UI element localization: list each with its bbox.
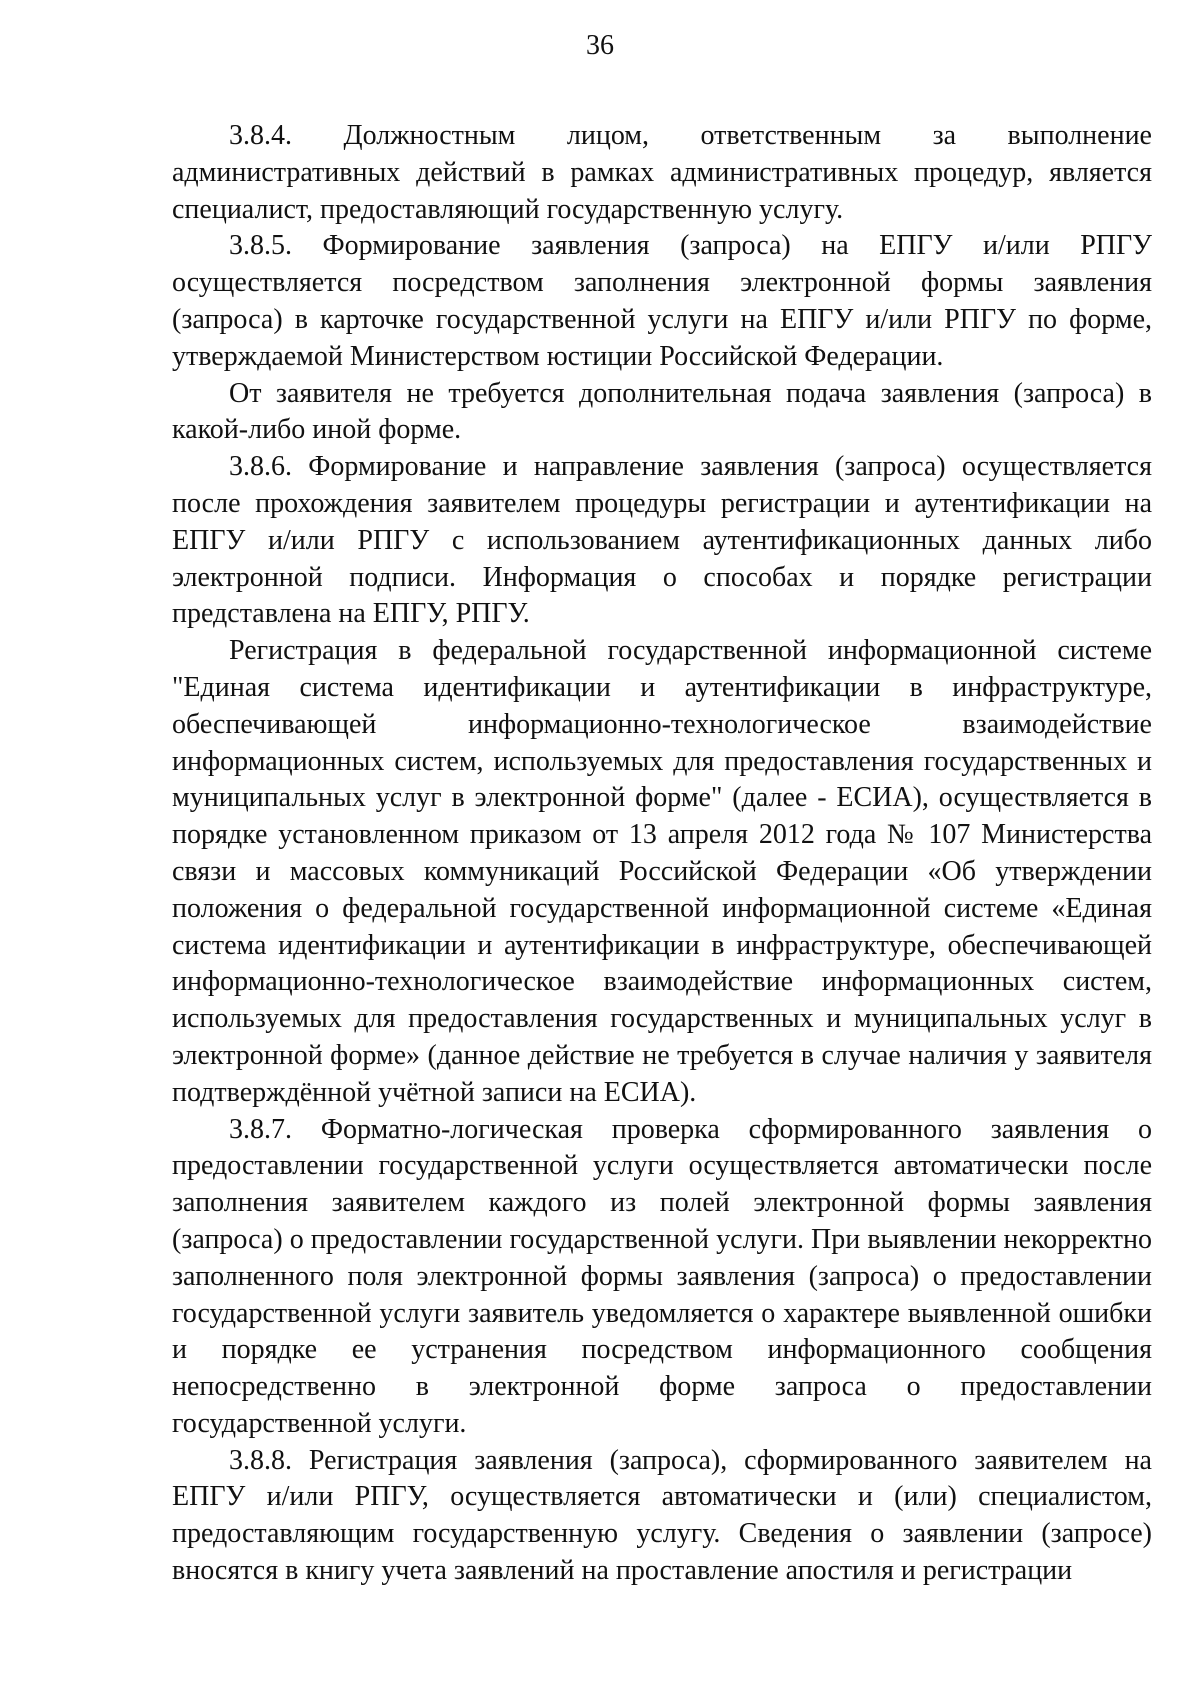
paragraph-3-8-5: 3.8.5. Формирование заявления (запроса) на ЕПГУ и/или РПГУ осуществляется посредством заполнения электронной формы заявления (запроса) в карточке государственной услуги на ЕПГУ и/или РПГУ по форме, утверждаемой Министерством юстиции Российской Федерации. [172, 230, 1152, 372]
page-number: 36 [586, 30, 614, 61]
paragraph-no-other-form: От заявителя не требуется дополнительная подача заявления (запроса) в какой-либо иной форме. [172, 377, 1152, 446]
document-body [172, 118, 1152, 1590]
paragraph-3-8-4: 3.8.4. Должностным лицом, ответственным за выполнение административных действий в рамках административных процедур, является специалист, предоставляющий государственную услугу. [172, 120, 1152, 225]
paragraph-3-8-8: 3.8.8. Регистрация заявления (запроса), сформированного заявителем на ЕПГУ и/или РПГУ, осуществляется автоматически и (или) специалистом, предоставляющим государственную услугу. Сведения о заявлении (запросе) вносятся в книгу учета заявлений на проставление апостиля и регистрации [172, 1444, 1152, 1587]
paragraph-3-8-7: 3.8.7. Форматно-логическая проверка сформированного заявления о предоставлении государственной услуги осуществляется автоматически после заполнения заявителем каждого из полей электронной формы заявления (запроса) о предоставлении государственной услуги. При выявлении некорректно заполненного поля электронной формы заявления (запроса) о предоставлении государственной услуги заявитель уведомляется о характере выявленной ошибки и порядке ее устранения посредством информационного сообщения непосредственно в электронной форме запроса о предоставлении государственной услуги. [172, 1113, 1152, 1439]
paragraph-3-8-6: 3.8.6. Формирование и направление заявления (запроса) осуществляется после прохождения заявителем процедуры регистрации и аутентификации на ЕПГУ и/или РПГУ с использованием аутентификационных данных либо электронной подписи. Информация о способах и порядке регистрации представлена на ЕПГУ, РПГУ. [172, 451, 1152, 630]
paragraph-esia-registration: Регистрация в федеральной государственной информационной системе "Единая система идентификации и аутентификации в инфраструктуре, обеспечивающей информационно-технологическое взаимодействие информационных систем, используемых для предоставления государственных и муниципальных услуг в электронной форме" (далее - ЕСИА), осуществляется в порядке установленном приказом от 13 апреля 2012 года № 107 Министерства связи и массовых коммуникаций Российской Федерации «Об утверждении положения о федеральной государственной информационной системе «Единая система идентификации и аутентификации в инфраструктуре, обеспечивающей информационно-технологическое взаимодействие информационных систем, используемых для предоставления государственных и муниципальных услуг в электронной форме» (данное действие не требуется в случае наличия у заявителя подтверждённой учётной записи на ЕСИА). [172, 635, 1152, 1108]
